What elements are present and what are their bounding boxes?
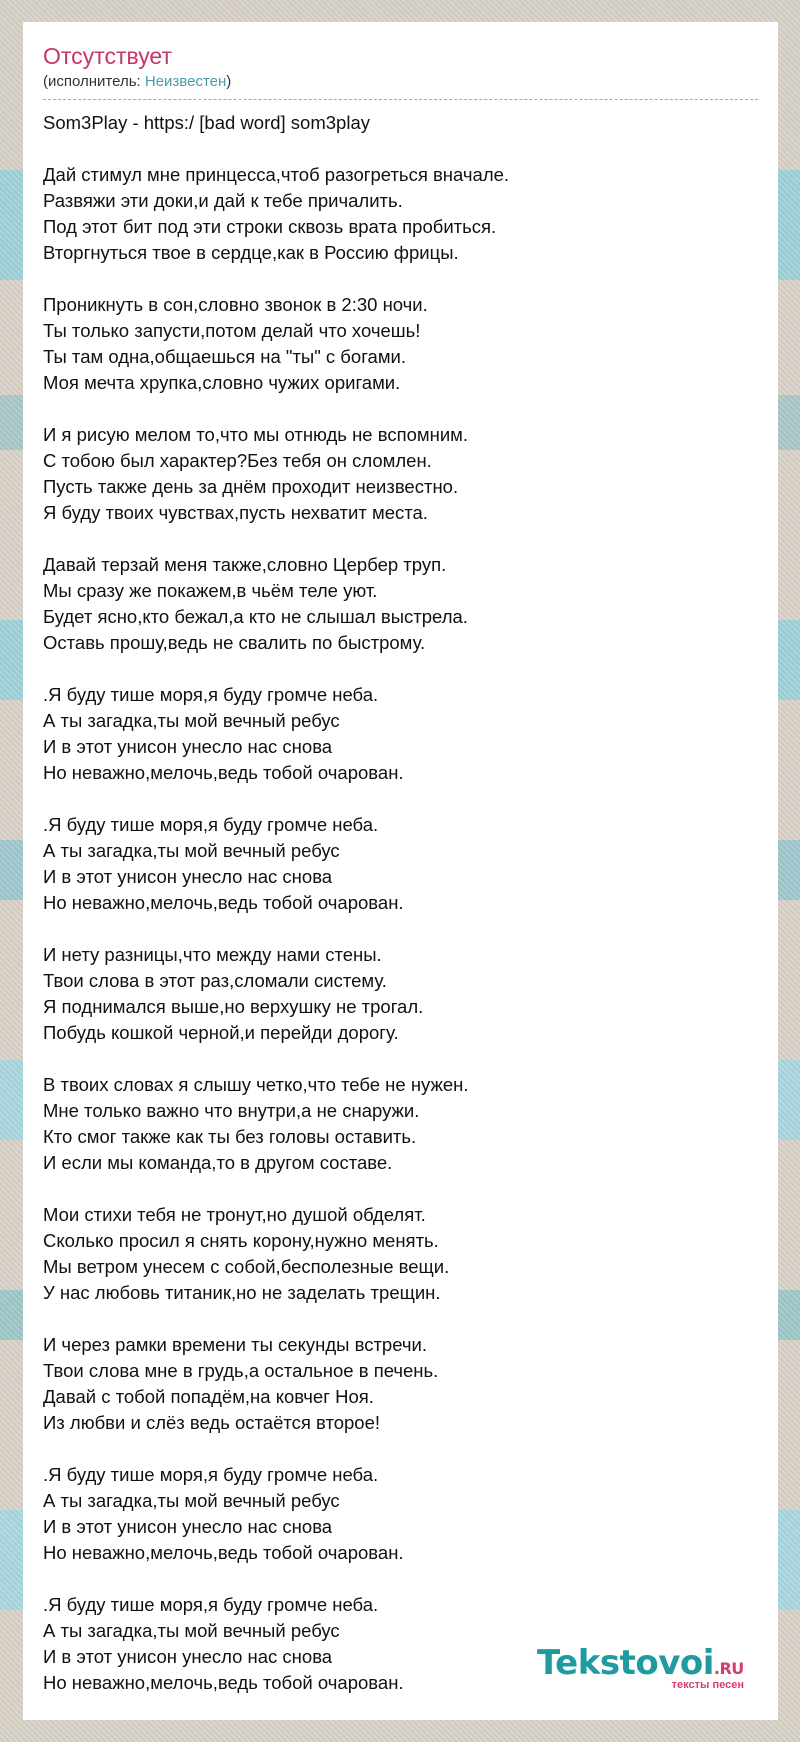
lyrics-gap bbox=[43, 1566, 758, 1592]
lyrics-line: А ты загадка,ты мой вечный ребус bbox=[43, 840, 340, 861]
lyrics-line: Развяжи эти доки,и дай к тебе причалить. bbox=[43, 190, 403, 211]
lyrics-line: Моя мечта хрупка,словно чужих оригами. bbox=[43, 372, 401, 393]
lyrics-line: Под этот бит под эти строки сквозь врата пробиться. bbox=[43, 216, 497, 237]
lyrics-gap bbox=[43, 136, 758, 162]
lyrics-gap bbox=[43, 916, 758, 942]
lyrics-line: Ты там одна,общаешься на "ты" с богами. bbox=[43, 346, 407, 367]
lyrics-line: А ты загадка,ты мой вечный ребус bbox=[43, 710, 340, 731]
song-title: Отсутствует bbox=[43, 43, 172, 69]
lyrics-line: Дай стимул мне принцесса,чтоб разогреться вначале. bbox=[43, 164, 510, 185]
artist-suffix: ) bbox=[226, 73, 232, 90]
lyrics-line: Сколько просил я снять корону,нужно менять. bbox=[43, 1230, 439, 1251]
lyrics-body bbox=[43, 110, 758, 1696]
lyrics-line: Ты только запусти,потом делай что хочешь! bbox=[43, 320, 421, 341]
watermark-tagline: тексты песен bbox=[671, 1679, 744, 1691]
lyrics-line: И в этот унисон унесло нас снова bbox=[43, 1646, 333, 1667]
lyrics-gap bbox=[43, 266, 758, 292]
lyrics-line: Пусть также день за днём проходит неизвестно. bbox=[43, 476, 459, 497]
lyrics-gap bbox=[43, 526, 758, 552]
lyrics-line: Но неважно,мелочь,ведь тобой очарован. bbox=[43, 1542, 404, 1563]
lyrics-line: И нету разницы,что между нами стены. bbox=[43, 944, 382, 965]
lyrics-gap bbox=[43, 1306, 758, 1332]
lyrics-line: А ты загадка,ты мой вечный ребус bbox=[43, 1490, 340, 1511]
lyrics-gap bbox=[43, 786, 758, 812]
lyrics-line: Мы ветром унесем с собой,бесполезные вещи. bbox=[43, 1256, 450, 1277]
lyrics-line: .Я буду тише моря,я буду громче неба. bbox=[43, 684, 379, 705]
lyrics-line: А ты загадка,ты мой вечный ребус bbox=[43, 1620, 340, 1641]
lyrics-gap bbox=[43, 656, 758, 682]
lyrics-line: Вторгнуться твое в сердце,как в Россию фрицы. bbox=[43, 242, 459, 263]
lyrics-line: Давай терзай меня также,словно Цербер труп. bbox=[43, 554, 447, 575]
source-line: Som3Play - https:/ [bad word] som3play bbox=[43, 112, 370, 133]
lyrics-line: Но неважно,мелочь,ведь тобой очарован. bbox=[43, 892, 404, 913]
artist-prefix: (исполнитель: bbox=[43, 73, 145, 90]
lyrics-line: Я поднимался выше,но верхушку не трогал. bbox=[43, 996, 424, 1017]
lyrics-line: И я рисую мелом то,что мы отнюдь не вспомним. bbox=[43, 424, 469, 445]
lyrics-line: У нас любовь титаник,но не заделать трещин. bbox=[43, 1282, 441, 1303]
artist-link[interactable]: Неизвестен bbox=[144, 73, 227, 90]
lyrics-line: И если мы команда,то в другом составе. bbox=[43, 1152, 393, 1173]
lyrics-line: И в этот унисон унесло нас снова bbox=[43, 1516, 333, 1537]
artist-line bbox=[43, 73, 758, 91]
lyrics-line: .Я буду тише моря,я буду громче неба. bbox=[43, 1594, 379, 1615]
lyrics-lines bbox=[43, 136, 758, 1696]
lyrics-line: В твоих словах я слышу четко,что тебе не нужен. bbox=[43, 1074, 469, 1095]
lyrics-card bbox=[23, 22, 778, 1720]
lyrics-line: Давай с тобой попадём,на ковчег Ноя. bbox=[43, 1386, 374, 1407]
site-watermark bbox=[537, 1644, 752, 1692]
lyrics-line: Твои слова мне в грудь,а остальное в печень. bbox=[43, 1360, 439, 1381]
lyrics-line: Я буду твоих чувствах,пусть нехватит места. bbox=[43, 502, 428, 523]
lyrics-line: И в этот унисон унесло нас снова bbox=[43, 866, 333, 887]
lyrics-line: Мы сразу же покажем,в чьём теле уют. bbox=[43, 580, 378, 601]
lyrics-line: Но неважно,мелочь,ведь тобой очарован. bbox=[43, 762, 404, 783]
lyrics-line: Твои слова в этот раз,сломали систему. bbox=[43, 970, 387, 991]
watermark-domain: .RU bbox=[713, 1659, 744, 1678]
title-divider bbox=[43, 99, 758, 100]
lyrics-line: С тобою был характер?Без тебя он сломлен. bbox=[43, 450, 432, 471]
lyrics-line: Мои стихи тебя не тронут,но душой обделят. bbox=[43, 1204, 426, 1225]
lyrics-line: Кто смог также как ты без головы оставить. bbox=[43, 1126, 417, 1147]
lyrics-line: И через рамки времени ты секунды встречи. bbox=[43, 1334, 427, 1355]
lyrics-line: Проникнуть в сон,словно звонок в 2:30 ночи. bbox=[43, 294, 428, 315]
lyrics-line: Из любви и слёз ведь остаётся второе! bbox=[43, 1412, 381, 1433]
lyrics-gap bbox=[43, 1436, 758, 1462]
watermark-brand-text: Tekstovoi bbox=[537, 1643, 714, 1683]
lyrics-line: Но неважно,мелочь,ведь тобой очарован. bbox=[43, 1672, 404, 1693]
lyrics-line: Побудь кошкой черной,и перейди дорогу. bbox=[43, 1022, 399, 1043]
lyrics-line: Мне только важно что внутри,а не снаружи. bbox=[43, 1100, 420, 1121]
lyrics-gap bbox=[43, 396, 758, 422]
lyrics-line: .Я буду тише моря,я буду громче неба. bbox=[43, 814, 379, 835]
lyrics-line: .Я буду тише моря,я буду громче неба. bbox=[43, 1464, 379, 1485]
lyrics-gap bbox=[43, 1046, 758, 1072]
lyrics-line: Будет ясно,кто бежал,а кто не слышал выстрела. bbox=[43, 606, 468, 627]
lyrics-gap bbox=[43, 1176, 758, 1202]
lyrics-line: Оставь прошу,ведь не свалить по быстрому. bbox=[43, 632, 426, 653]
lyrics-line: И в этот унисон унесло нас снова bbox=[43, 736, 333, 757]
